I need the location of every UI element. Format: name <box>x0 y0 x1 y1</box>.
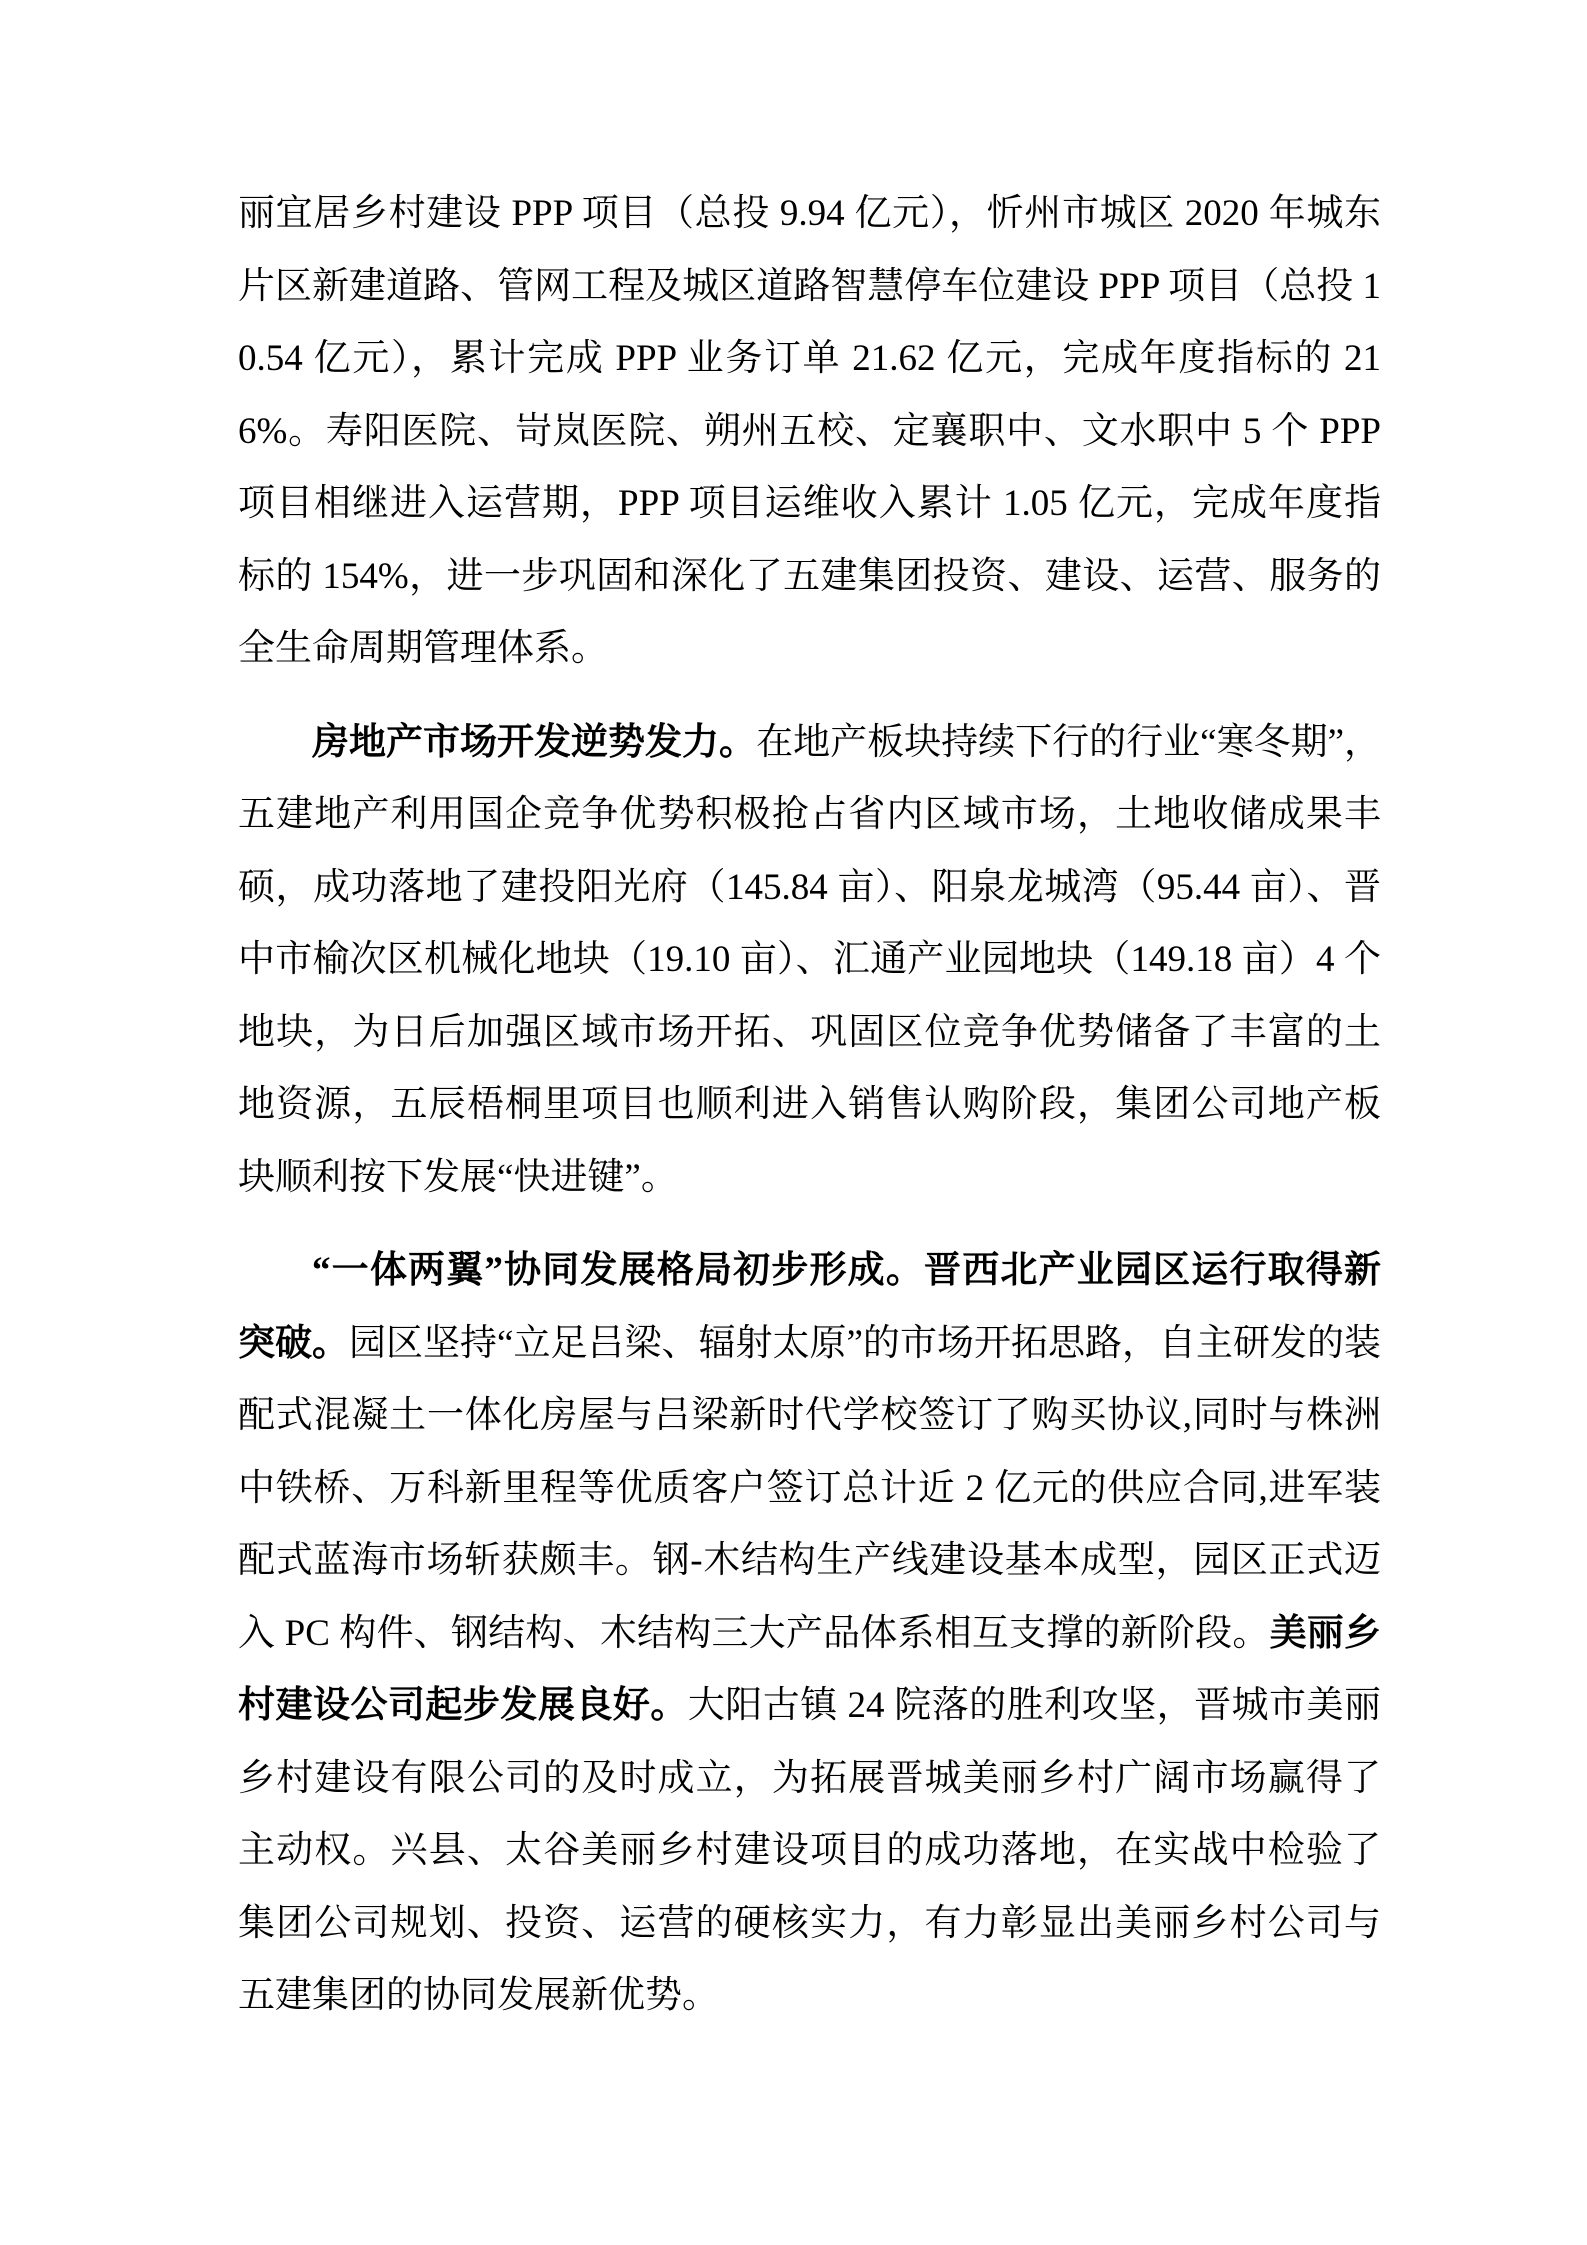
bold-text-run: “一体两翼”协同发展格局初步形成。晋西北产业园区运行取得新突破。 <box>238 1250 1381 1364</box>
bold-text-run: 美丽乡村建设公司起步发展良好。 <box>238 1612 1381 1726</box>
paragraph-2 <box>238 707 1381 1215</box>
bold-text-run: 房地产市场开发逆势发力。 <box>312 721 757 763</box>
paragraph-1 <box>238 178 1381 686</box>
paragraph-3 <box>238 1235 1381 2033</box>
text-run: 丽宜居乡村建设 PPP 项目（总投 9.94 亿元），忻州市城区 2020 年城东片区新建道路、管网工程及城区道路智慧停车位建设 PPP 项目（总投 10.54 亿元），累计完成 PPP 业务订单 21.62 亿元，完成年度指标的 216%。寿阳医院、岢岚医院、朔州五校、定襄职中、文水职中 5 个 PPP 项目相继进入运营期，PPP 项目运维收入累计 1.05 亿元，完成年度指标的 154%，进一步巩固和深化了五建集团投资、建设、运营、服务的全生命周期管理体系。 <box>238 193 1381 669</box>
text-run: 在地产板块持续下行的行业“寒冬期”，五建地产利用国企竞争优势积极抢占省内区域市场，土地收储成果丰硕，成功落地了建投阳光府（145.84 亩）、阳泉龙城湾（95.44 亩）、晋中市榆次区机械化地块（19.10 亩）、汇通产业园地块（149.18 亩）4 个地块，为日后加强区域市场开拓、巩固区位竞争优势储备了丰富的土地资源，五辰梧桐里项目也顺利进入销售认购阶段，集团公司地产板块顺利按下发展“快进键”。 <box>238 721 1382 1198</box>
text-run: 园区坚持“立足吕梁、辐射太原”的市场开拓思路，自主研发的装配式混凝土一体化房屋与吕梁新时代学校签订了购买协议,同时与株洲中铁桥、万科新里程等优质客户签订总计近 2 亿元的供应合同,进军装配式蓝海市场斩获颇丰。钢-木结构生产线建设基本成型，园区正式迈入 PC 构件、钢结构、木结构三大产品体系相互支撑的新阶段。 <box>238 1322 1381 1654</box>
text-run: 大阳古镇 24 院落的胜利攻坚，晋城市美丽乡村建设有限公司的及时成立，为拓展晋城美丽乡村广阔市场赢得了主动权。兴县、太谷美丽乡村建设项目的成功落地，在实战中检验了集团公司规划、投资、运营的硬核实力，有力彰显出美丽乡村公司与五建集团的协同发展新优势。 <box>238 1685 1382 2016</box>
document-body <box>238 178 1381 2033</box>
